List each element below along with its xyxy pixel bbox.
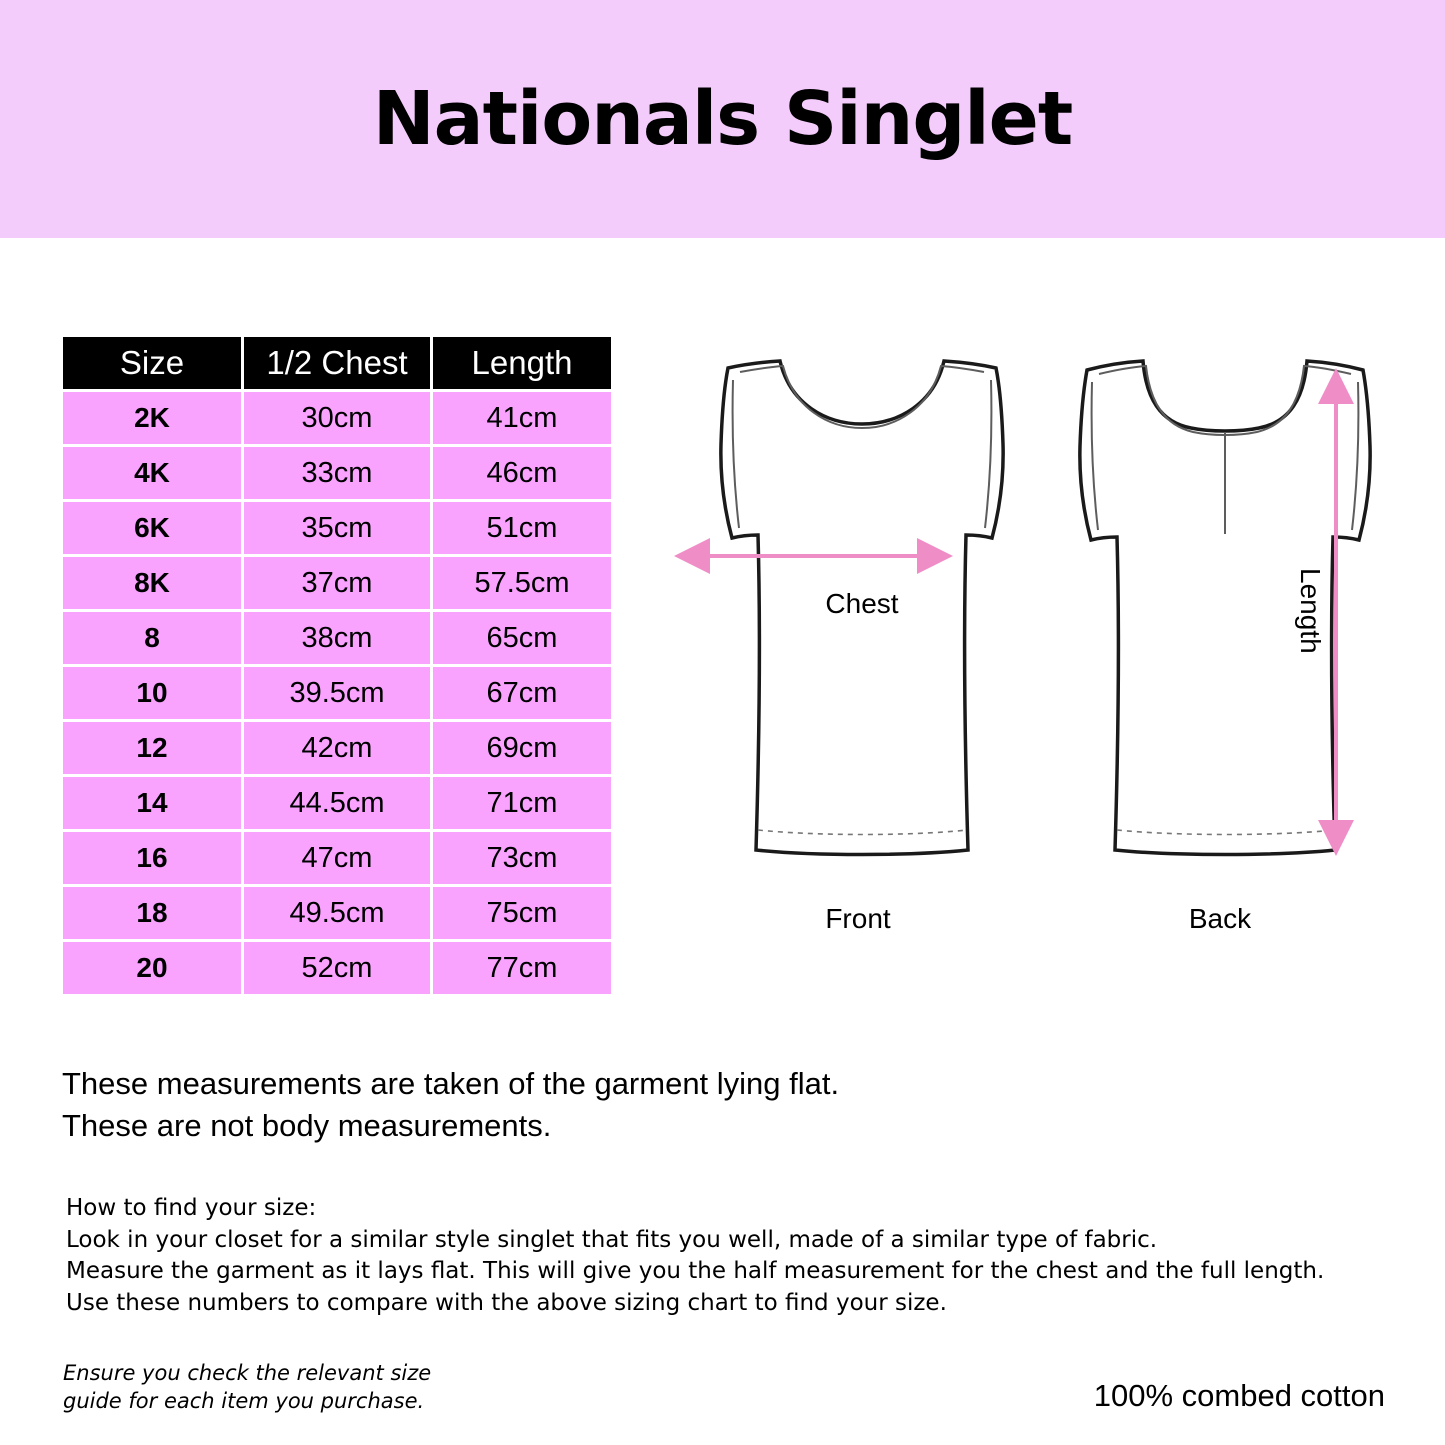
cell-half-chest: 47cm [244,832,430,884]
length-measure-label: Length [1295,568,1326,654]
cell-length: 41cm [433,392,611,444]
table-row [63,557,611,609]
header-band [0,0,1445,238]
table-row [63,392,611,444]
cell-size: 10 [63,667,241,719]
howto-step-1: Look in your closet for a similar style singlet that fits you well, made of a similar type of fabric. [66,1226,1158,1253]
content-area [0,238,1445,1445]
fabric-composition: 100% combed cotton [1093,1378,1385,1413]
cell-size: 8 [63,612,241,664]
cell-half-chest: 42cm [244,722,430,774]
chest-measure-label: Chest [825,588,899,619]
cell-size: 4K [63,447,241,499]
cell-half-chest: 35cm [244,502,430,554]
cell-half-chest: 39.5cm [244,667,430,719]
fineprint-line-2: guide for each item you purchase. [63,1388,425,1413]
cell-half-chest: 30cm [244,392,430,444]
howto-step-2: Measure the garment as it lays flat. This will give you the half measurement for the chest and the full length. [66,1258,1325,1285]
table-row [63,942,611,994]
fineprint-line-1: Ensure you check the relevant size [63,1361,432,1385]
table-row [63,447,611,499]
table-row [63,832,611,884]
measurement-note-line-1: These measurements are taken of the garment lying flat. [62,1066,840,1101]
back-caption: Back [1188,903,1252,934]
singlet-illustration-svg [640,358,1400,898]
cell-half-chest: 49.5cm [244,887,430,939]
cell-length: 57.5cm [433,557,611,609]
measurement-note-line-2: These are not body measurements. [62,1108,552,1144]
cell-half-chest: 37cm [244,557,430,609]
cell-size: 12 [63,722,241,774]
cell-length: 65cm [433,612,611,664]
cell-size: 16 [63,832,241,884]
howto-block [66,1193,1324,1320]
cell-size: 20 [63,942,241,994]
table-row [63,667,611,719]
cell-length: 75cm [433,887,611,939]
column-header-length: Length [433,337,611,389]
howto-step-3: Use these numbers to compare with the above sizing chart to find your size. [66,1290,947,1317]
cell-half-chest: 33cm [244,447,430,499]
table-header-row [63,337,611,389]
cell-length: 67cm [433,667,611,719]
table-row [63,502,611,554]
cell-size: 6K [63,502,241,554]
front-caption: Front [825,903,891,934]
measurement-note [62,1063,839,1147]
cell-half-chest: 38cm [244,612,430,664]
cell-length: 73cm [433,832,611,884]
cell-length: 46cm [433,447,611,499]
cell-half-chest: 52cm [244,942,430,994]
cell-length: 51cm [433,502,611,554]
fineprint-note [63,1360,431,1415]
cell-length: 77cm [433,942,611,994]
cell-half-chest: 44.5cm [244,777,430,829]
cell-size: 8K [63,557,241,609]
page-title: Nationals Singlet [372,76,1073,162]
table-row [63,722,611,774]
size-chart-table [60,334,614,997]
howto-title: How to find your size: [66,1195,317,1221]
cell-size: 2K [63,392,241,444]
cell-length: 71cm [433,777,611,829]
table-row [63,777,611,829]
cell-size: 18 [63,887,241,939]
column-header-size: Size [63,337,241,389]
column-header-half-chest: 1/2 Chest [244,337,430,389]
cell-length: 69cm [433,722,611,774]
cell-size: 14 [63,777,241,829]
table-row [63,887,611,939]
garment-diagram [640,358,1400,938]
table-row [63,612,611,664]
